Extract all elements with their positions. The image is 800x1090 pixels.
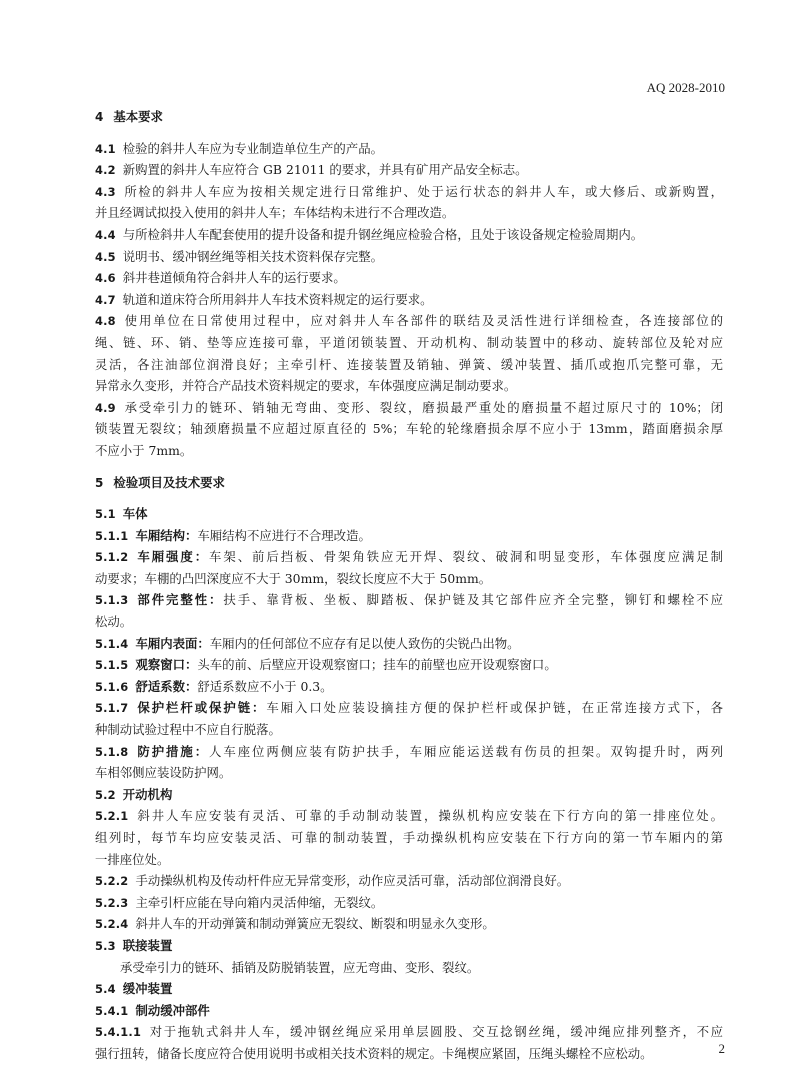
clause-text: 不应小于 7mm。 xyxy=(95,442,193,458)
section-title: 检验项目及技术要求 xyxy=(113,474,225,490)
clause-term: 车厢结构： xyxy=(135,527,198,543)
clause-list xyxy=(95,138,723,462)
document-body xyxy=(95,106,723,1065)
clause-first-line xyxy=(95,589,723,611)
clause-text: 所检的斜井人车应为按相关规定进行日常维护、处于运行状态的斜井人车，或大修后、或新购置， xyxy=(122,183,723,199)
clause-first-line xyxy=(95,1021,723,1043)
clause-first-line xyxy=(95,224,723,246)
clause-first-line xyxy=(95,633,723,655)
clause-continuation-line xyxy=(95,827,723,849)
clause-number: 5.1.1 xyxy=(95,528,129,543)
clause-continuation-line xyxy=(95,354,723,376)
clause-continuation-line xyxy=(95,375,723,397)
section-heading xyxy=(95,472,723,494)
clause-number: 4.1 xyxy=(95,141,116,156)
clause-text: 人车座位两侧应装有防护扶手，车厢应能运送载有伤员的担架。双钩提升时，两列 xyxy=(209,743,723,759)
clause-number: 4.2 xyxy=(95,163,116,178)
clause-text: 轨道和道床符合所用斜井人车技术资料规定的运行要求。 xyxy=(122,291,433,307)
clause-number: 4.5 xyxy=(95,249,116,264)
clause-text: 并且经调试拟投入使用的斜井人车；车体结构未进行不合理改造。 xyxy=(95,205,455,221)
clause-term: 车厢内表面： xyxy=(135,635,210,651)
subsection-title: 缓冲装置 xyxy=(122,981,173,997)
clause-continuation-line xyxy=(95,418,723,440)
standard-code: AQ 2028-2010 xyxy=(646,80,725,95)
clause-first-line xyxy=(95,159,723,181)
clause-number: 4.9 xyxy=(95,400,116,415)
clause-text: 种制动试验过程中不应自行脱落。 xyxy=(95,722,281,738)
clause-number: 5.1.8 xyxy=(95,744,129,759)
subsubsection-title: 制动缓冲部件 xyxy=(135,1002,210,1018)
clause-first-line xyxy=(95,181,723,203)
clause-first-line xyxy=(95,246,723,268)
clause-first-line xyxy=(95,267,723,289)
clause-text: 动要求；车棚的凸凹深度应不大于 30mm，裂纹长度应不大于 50mm。 xyxy=(95,570,492,586)
clause-text: 检验的斜井人车应为专业制造单位生产的产品。 xyxy=(122,140,383,156)
clause-text: 灵活，各注油部位润滑良好；主牵引杆、连接装置及销轴、弹簧、缓冲装置、插爪或抱爪完整可靠，无 xyxy=(95,356,723,372)
clause-text: 车相邻侧应装设防护网。 xyxy=(95,765,232,781)
clause-term: 部件完整性： xyxy=(135,592,224,608)
clause-continuation-line xyxy=(95,202,723,224)
clause-list xyxy=(95,1021,723,1064)
clause-number: 5.1.2 xyxy=(95,550,129,565)
clause-continuation-line xyxy=(95,568,723,590)
subsection-number: 5.3 xyxy=(95,938,116,953)
clause-term: 保护栏杆或保护链： xyxy=(135,700,267,716)
clause-text: 组列时，每节车均应安装灵活、可靠的制动装置，手动操纵机构应安装在下行方向的第一节车厢内的第 xyxy=(95,830,723,845)
clause-list xyxy=(95,805,723,935)
clause-first-line xyxy=(95,805,723,827)
clause-first-line xyxy=(95,913,723,935)
clause-text: 车厢入口处应装设摘挂方便的保护栏杆或保护链，在正常连接方式下，各 xyxy=(266,700,723,716)
clause-term: 防护措施： xyxy=(135,743,210,759)
subsection-number: 5.4 xyxy=(95,982,116,997)
clause-number: 5.2.2 xyxy=(95,874,129,889)
clause-number: 5.1.6 xyxy=(95,679,129,694)
clause-number: 4.6 xyxy=(95,271,116,286)
clause-first-line xyxy=(95,676,723,698)
section-heading xyxy=(95,106,723,128)
clause-text: 承受牵引力的链环、销轴无弯曲、变形、裂纹，磨损最严重处的磨损量不超过原尺寸的 10%；闭 xyxy=(122,399,723,415)
clause-text: 强行扭转，储备长度应符合使用说明书或相关技术资料的规定。卡绳楔应紧固，压绳头螺栓不应松动。 xyxy=(95,1045,653,1061)
clause-number: 5.1.4 xyxy=(95,636,129,651)
clause-first-line xyxy=(95,654,723,676)
clause-text: 车厢内的任何部位不应存有足以使人致伤的尖锐凸出物。 xyxy=(209,635,520,651)
clause-first-line xyxy=(95,310,723,332)
clause-first-line xyxy=(95,138,723,160)
subsection-number: 5.2 xyxy=(95,787,116,802)
subsection-heading xyxy=(95,935,723,957)
clause-text: 锁装置无裂纹；轴颈磨损量不应超过原直径的 5%；车轮的轮缘磨损余厚不应小于 13mm，踏面磨损余厚 xyxy=(95,421,723,437)
clause-text: 使用单位在日常使用过程中，应对斜井人车各部件的联结及灵活性进行详细检查，各连接部位的 xyxy=(122,313,723,329)
clause-text: 绳、链、环、销、垫等应连接可靠，平道闭锁装置、开动机构、制动装置中的移动、旋转部位及轮对应 xyxy=(95,334,723,350)
clause-text: 对于拖轨式斜井人车，缓冲钢丝绳应采用单层圆股、交互捻钢丝绳，缓冲绳应排列整齐，不应 xyxy=(148,1024,723,1040)
clause-number: 5.2.3 xyxy=(95,895,129,910)
clause-text: 扶手、靠背板、坐板、脚踏板、保护链及其它部件应齐全完整，铆钉和螺栓不应 xyxy=(223,592,723,608)
subsection-title: 联接装置 xyxy=(122,937,173,953)
page-number: 2 xyxy=(718,1041,725,1056)
clause-first-line xyxy=(95,289,723,311)
clause-number: 5.1.3 xyxy=(95,593,129,608)
clause-number: 5.1.7 xyxy=(95,701,129,716)
clause-number: 4.4 xyxy=(95,227,116,242)
clause-text: 新购置的斜井人车应符合 GB 21011 的要求，并具有矿用产品安全标志。 xyxy=(122,162,528,178)
clause-continuation-line xyxy=(95,849,723,871)
clause-text: 松动。 xyxy=(95,614,133,630)
clause-text: 斜井巷道倾角符合斜井人车的运行要求。 xyxy=(122,270,346,286)
clause-continuation-line xyxy=(95,440,723,462)
subsection-heading xyxy=(95,978,723,1000)
subsubsection-number: 5.4.1 xyxy=(95,1003,129,1018)
clause-text: 说明书、缓冲钢丝绳等相关技术资料保存完整。 xyxy=(122,248,383,264)
clause-number: 5.4.1.1 xyxy=(95,1025,142,1040)
clause-text: 承受牵引力的链环、插销及防脱销装置，应无弯曲、变形、裂纹。 xyxy=(120,959,480,975)
clause-text: 斜井人车的开动弹簧和制动弹簧应无裂纹、断裂和明显永久变形。 xyxy=(135,916,495,932)
subsection-number: 5.1 xyxy=(95,507,116,522)
clause-text: 手动操纵机构及传动杆件应无异常变形，动作应灵活可靠，活动部位润滑良好。 xyxy=(135,873,570,889)
clause-continuation-line xyxy=(95,1043,723,1065)
subsubsection-heading xyxy=(95,1000,723,1022)
clause-first-line xyxy=(95,741,723,763)
clause-first-line xyxy=(95,697,723,719)
clause-text: 主牵引杆应能在导向箱内灵活伸缩，无裂纹。 xyxy=(135,894,384,910)
clause-text: 斜井人车应安装有灵活、可靠的手动制动装置，操纵机构应安装在下行方向的第一排座位处。 xyxy=(135,808,723,824)
clause-number: 5.1.5 xyxy=(95,658,129,673)
clause-first-line xyxy=(95,397,723,419)
clause-text: 头车的前、后壁应开设观察窗口；挂车的前壁也应开设观察窗口。 xyxy=(197,657,557,673)
clause-text: 车架、前后挡板、骨架角铁应无开焊、裂纹、破洞和明显变形，车体强度应满足制 xyxy=(209,549,723,565)
clause-text: 与所检斜井人车配套使用的提升设备和提升钢丝绳应检验合格，且处于该设备规定检验周期内。 xyxy=(122,226,644,242)
clause-list xyxy=(95,525,723,784)
subsection-title: 车体 xyxy=(122,506,148,522)
clause-first-line xyxy=(95,892,723,914)
clause-first-line xyxy=(95,870,723,892)
clause-text: 车厢结构不应进行不合理改造。 xyxy=(197,527,371,543)
clause-text: 异常永久变形，并符合产品技术资料规定的要求，车体强度应满足制动要求。 xyxy=(95,378,517,394)
subsection-heading xyxy=(95,784,723,806)
clause-number: 5.2.1 xyxy=(95,809,129,824)
clause-continuation-line xyxy=(95,611,723,633)
clause-text: 舒适系数应不小于 0.3。 xyxy=(197,678,333,694)
clause-first-line xyxy=(95,525,723,547)
clause-number: 4.8 xyxy=(95,314,116,329)
clause-continuation-line xyxy=(95,719,723,741)
clause-number: 4.3 xyxy=(95,184,116,199)
clause-term: 车厢强度： xyxy=(135,549,210,565)
clause-continuation-line xyxy=(95,332,723,354)
clause-term: 观察窗口： xyxy=(135,657,198,673)
clause-number: 5.2.4 xyxy=(95,917,129,932)
subsection-title: 开动机构 xyxy=(122,786,173,802)
clause-term: 舒适系数： xyxy=(135,678,198,694)
clause-first-line xyxy=(95,546,723,568)
clause-text: 一排座位处。 xyxy=(95,851,170,867)
section-title: 基本要求 xyxy=(113,109,163,124)
section-number: 4 xyxy=(95,110,104,124)
clause-number: 4.7 xyxy=(95,292,116,307)
section-number: 5 xyxy=(95,475,104,490)
clause-continuation-line xyxy=(95,762,723,784)
subsection-heading xyxy=(95,503,723,525)
